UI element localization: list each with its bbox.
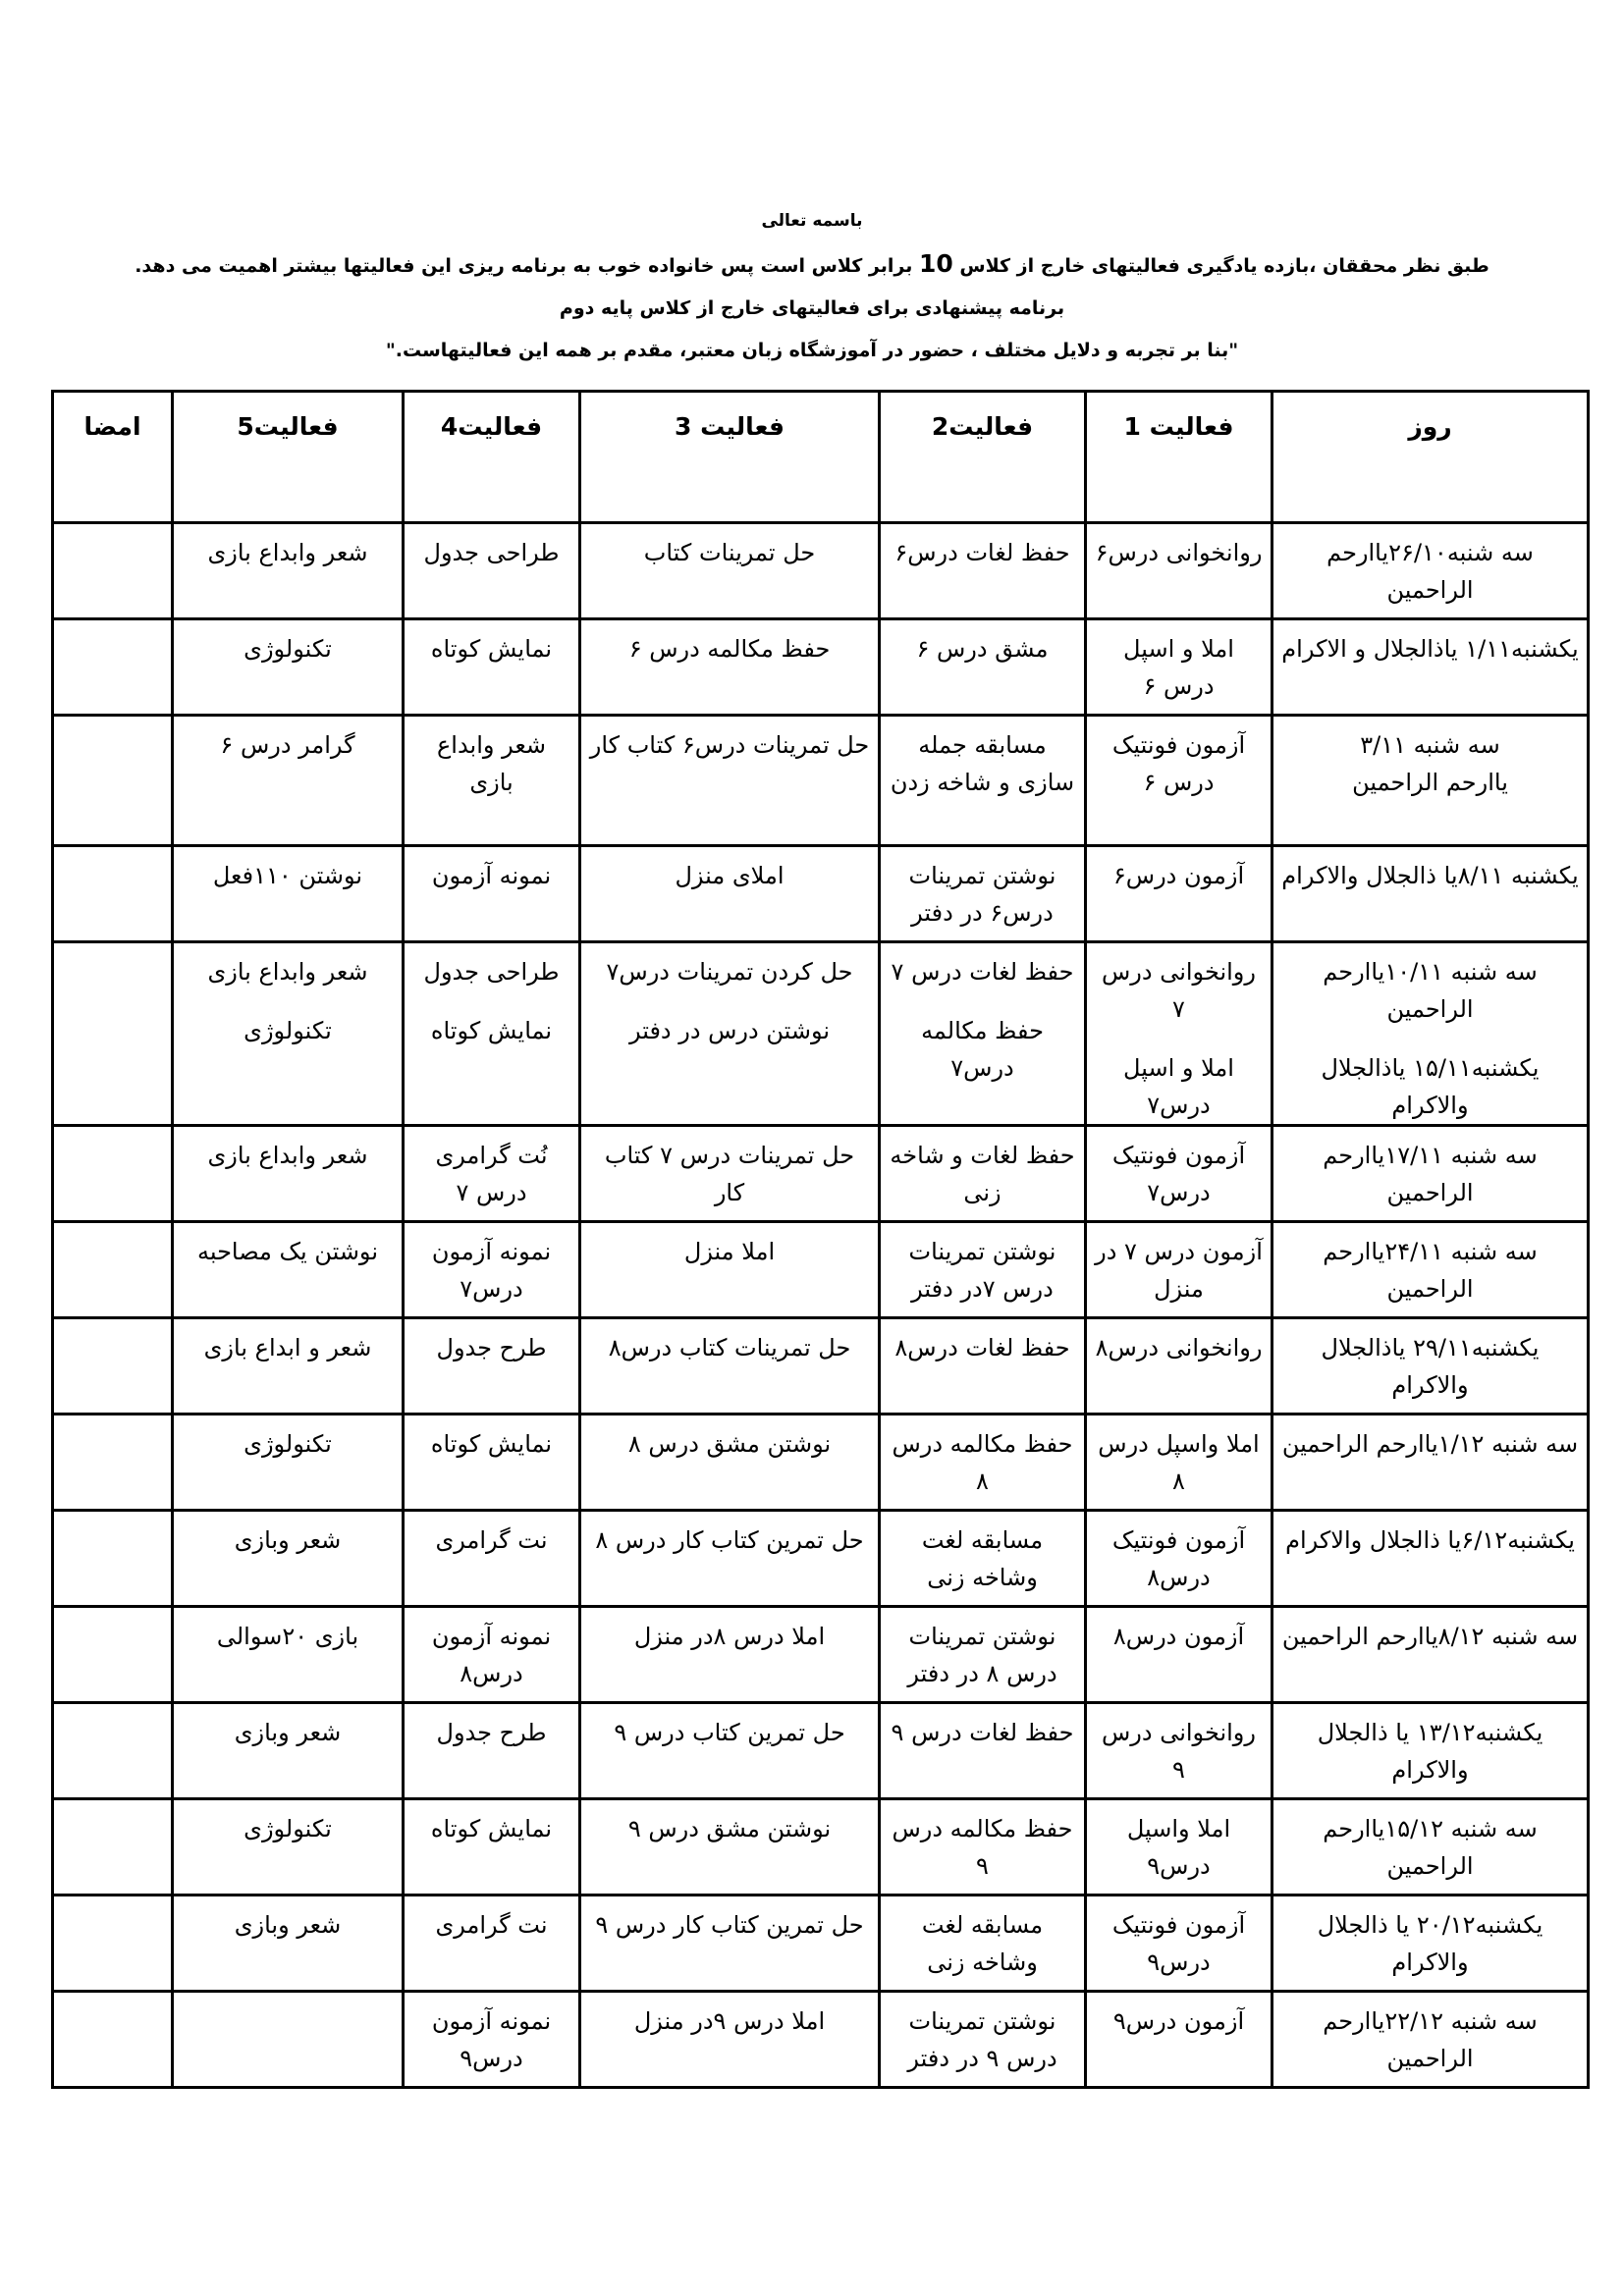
- activity-2-cell: نوشتن تمرینات درس۶ در دفتر: [880, 846, 1086, 942]
- activity-schedule-table: [51, 390, 1590, 2089]
- header-intro-number: 10: [918, 249, 953, 278]
- activity-3-cell: املا منزل: [580, 1222, 880, 1318]
- header-intro-part-b: برابر کلاس است پس خانواده خوب به برنامه ریزی این فعالیتها بیشتر اهمیت می دهد.: [135, 255, 919, 277]
- signature-cell[interactable]: [53, 1415, 173, 1511]
- signature-cell[interactable]: [53, 716, 173, 846]
- signature-cell[interactable]: [53, 1703, 173, 1799]
- activity-4-cell: نمونه آزمون: [404, 846, 580, 942]
- day-cell: سه شنبه ۱۷/۱۱یاارحم الراحمین: [1272, 1126, 1589, 1222]
- table-row: [53, 1222, 1589, 1318]
- activity-3-cell: حل تمرینات درس ۷ کتاب کار: [580, 1126, 880, 1222]
- activity-5-cell: شعر وبازی: [173, 1896, 404, 1992]
- table-row: [53, 1126, 1589, 1222]
- table-row: [53, 1896, 1589, 1992]
- table-row: [53, 1703, 1589, 1799]
- activity-5-cell: تکنولوژی: [173, 1415, 404, 1511]
- activity-3-cell: نوشتن مشق درس ۹: [580, 1799, 880, 1896]
- table-row: [53, 1415, 1589, 1511]
- header-intro: [0, 249, 1624, 278]
- activity-5-cell: گرامر درس ۶: [173, 716, 404, 846]
- activity-2-cell: مشق درس ۶: [880, 619, 1086, 716]
- activity-1-cell: املا واسپل درس۹: [1086, 1799, 1272, 1896]
- activity-5-cell: شعر وابداع بازی: [173, 1126, 404, 1222]
- col-header-activity-2: فعالیت2: [880, 392, 1086, 523]
- activity-2-cell: مسابقه لغت وشاخه زنی: [880, 1511, 1086, 1607]
- activity-5-cell: نوشتن ۱۱۰فعل: [173, 846, 404, 942]
- activity-line: حفظ مکالمه درس۷: [921, 1017, 1044, 1082]
- activity-line: حل کردن تمرینات درس۷: [606, 958, 853, 986]
- activity-line: شعر وابداع بازی: [207, 958, 368, 986]
- activity-3-cell: املای منزل: [580, 846, 880, 942]
- activity-1-cell: روانخوانی درس ۹: [1086, 1703, 1272, 1799]
- day-cell: سه شنبه ۱/۱۲یاارحم الراحمین: [1272, 1415, 1589, 1511]
- signature-cell[interactable]: [53, 619, 173, 716]
- activity-5-cell: شعر وبازی: [173, 1703, 404, 1799]
- activity-2-cell: حفظ لغات درس۶: [880, 523, 1086, 619]
- activity-5-cell: نوشتن یک مصاحبه: [173, 1222, 404, 1318]
- activity-5-cell: بازی ۲۰سوالی: [173, 1607, 404, 1703]
- activity-4-cell: [404, 942, 580, 1126]
- signature-cell[interactable]: [53, 1992, 173, 2088]
- activity-line: تکنولوژی: [244, 1017, 332, 1044]
- activity-4-cell: نمایش کوتاه: [404, 1415, 580, 1511]
- activity-4-cell: نمونه آزمون درس۷: [404, 1222, 580, 1318]
- activity-1-cell: روانخوانی درس۶: [1086, 523, 1272, 619]
- activity-1-cell: آزمون درس۹: [1086, 1992, 1272, 2088]
- signature-cell[interactable]: [53, 1799, 173, 1896]
- day-line: یاارحم الراحمین: [1352, 769, 1508, 796]
- activity-4-cell: نمونه آزمون درس۹: [404, 1992, 580, 2088]
- day-line: سه شنبه ۱۰/۱۱یاارحم الراحمین: [1323, 958, 1538, 1023]
- day-cell: سه شنبه ۱۵/۱۲یاارحم الراحمین: [1272, 1799, 1589, 1896]
- activity-4-cell: نمایش کوتاه: [404, 1799, 580, 1896]
- signature-cell[interactable]: [53, 846, 173, 942]
- activity-3-cell: حل تمرین کتاب کار درس ۸: [580, 1511, 880, 1607]
- activity-2-cell: نوشتن تمرینات درس ۹ در دفتر: [880, 1992, 1086, 2088]
- signature-cell[interactable]: [53, 1126, 173, 1222]
- activity-2-cell: حفظ مکالمه درس ۹: [880, 1799, 1086, 1896]
- signature-cell[interactable]: [53, 1896, 173, 1992]
- header-bismillah: باسمه تعالی: [761, 211, 863, 231]
- activity-5-cell: شعر وابداع بازی: [173, 523, 404, 619]
- activity-2-cell: حفظ لغات و شاخه زنی: [880, 1126, 1086, 1222]
- activity-3-cell: حل تمرینات کتاب درس۸: [580, 1318, 880, 1415]
- document-header: [0, 211, 1624, 383]
- activity-1-cell: آزمون فونتیک درس۹: [1086, 1896, 1272, 1992]
- table-row: [53, 1799, 1589, 1896]
- activity-1-cell: املا واسپل درس ۸: [1086, 1415, 1272, 1511]
- header-intro-part-a: طبق نظر محققان ،بازده یادگیری فعالیتهای خارج از کلاس: [952, 255, 1489, 277]
- activity-2-cell: مسابقه لغت وشاخه زنی: [880, 1896, 1086, 1992]
- activity-1-cell: آزمون فونتیک درس۷: [1086, 1126, 1272, 1222]
- table-header-row: [53, 392, 1589, 523]
- col-header-activity-4: فعالیت4: [404, 392, 580, 523]
- activity-3-cell: حفظ مکالمه درس ۶: [580, 619, 880, 716]
- signature-cell[interactable]: [53, 1222, 173, 1318]
- day-cell: سه شنبه۲۶/۱۰یاارحم الراحمین: [1272, 523, 1589, 619]
- day-cell: [1272, 716, 1589, 846]
- table-row: [53, 716, 1589, 846]
- day-cell: [1272, 942, 1589, 1126]
- signature-cell[interactable]: [53, 1318, 173, 1415]
- activity-line: املا و اسپل درس۷: [1123, 1054, 1234, 1119]
- day-line: یکشنبه۱۵/۱۱ یاذالجلال والاکرام: [1321, 1054, 1540, 1119]
- table-row: [53, 846, 1589, 942]
- activity-4-cell: طراحی جدول: [404, 523, 580, 619]
- activity-4-cell: نُت گرامری درس ۷: [404, 1126, 580, 1222]
- col-header-activity-1: فعالیت 1: [1086, 392, 1272, 523]
- table-row: [53, 619, 1589, 716]
- activity-1-cell: آزمون درس۶: [1086, 846, 1272, 942]
- col-header-day: روز: [1272, 392, 1589, 523]
- activity-4-cell: شعر وابداع بازی: [404, 716, 580, 846]
- day-cell: سه شنبه ۲۴/۱۱یاارحم الراحمین: [1272, 1222, 1589, 1318]
- activity-3-cell: [580, 942, 880, 1126]
- activity-5-cell: [173, 1992, 404, 2088]
- day-cell: یکشنبه۱/۱۱ یاذالجلال و الاکرام: [1272, 619, 1589, 716]
- activity-4-cell: طرح جدول: [404, 1703, 580, 1799]
- activity-1-cell: [1086, 942, 1272, 1126]
- activity-2-cell: حفظ مکالمه درس ۸: [880, 1415, 1086, 1511]
- activity-3-cell: حل تمرینات درس۶ کتاب کار: [580, 716, 880, 846]
- day-cell: یکشنبه۲۰/۱۲ یا ذالجلال والاکرام: [1272, 1896, 1589, 1992]
- header-subtitle: برنامه پیشنهادی برای فعالیتهای خارج از کلاس پایه دوم: [559, 297, 1065, 319]
- day-cell: یکشنبه۱۳/۱۲ یا ذالجلال والاکرام: [1272, 1703, 1589, 1799]
- col-header-activity-3: فعالیت 3: [580, 392, 880, 523]
- activity-2-cell: حفظ لغات درس۸: [880, 1318, 1086, 1415]
- activity-line: نوشتن درس در دفتر: [628, 1017, 831, 1044]
- activity-1-cell: آزمون فونتیک درس ۶: [1086, 716, 1272, 846]
- activity-3-cell: املا درس ۸در منزل: [580, 1607, 880, 1703]
- day-cell: یکشنبه ۸/۱۱یا ذالجلال والاکرام: [1272, 846, 1589, 942]
- signature-cell[interactable]: [53, 1511, 173, 1607]
- activity-line: روانخوانی درس ۷: [1102, 958, 1256, 1023]
- activity-2-cell: نوشتن تمرینات درس ۷در دفتر: [880, 1222, 1086, 1318]
- day-cell: یکشنبه۲۹/۱۱ یاذالجلال والاکرام: [1272, 1318, 1589, 1415]
- activity-2-cell: [880, 942, 1086, 1126]
- activity-3-cell: نوشتن مشق درس ۸: [580, 1415, 880, 1511]
- day-cell: سه شنبه ۸/۱۲یاارحم الراحمین: [1272, 1607, 1589, 1703]
- activity-1-cell: املا و اسپل درس ۶: [1086, 619, 1272, 716]
- activity-1-cell: آزمون درس۸: [1086, 1607, 1272, 1703]
- col-header-activity-5: فعالیت5: [173, 392, 404, 523]
- activity-3-cell: حل تمرینات کتاب: [580, 523, 880, 619]
- header-note: "بنا بر تجربه و دلایل مختلف ، حضور در آموزشگاه زبان معتبر، مقدم بر همه این فعالیتهاست.": [385, 340, 1239, 361]
- table-row: [53, 523, 1589, 619]
- activity-2-cell: حفظ لغات درس ۹: [880, 1703, 1086, 1799]
- activity-line: حفظ لغات درس ۷: [891, 958, 1074, 986]
- activity-1-cell: آزمون فونتیک درس۸: [1086, 1511, 1272, 1607]
- activity-3-cell: حل تمرین کتاب درس ۹: [580, 1703, 880, 1799]
- activity-3-cell: املا درس ۹در منزل: [580, 1992, 880, 2088]
- signature-cell[interactable]: [53, 1607, 173, 1703]
- activity-3-cell: حل تمرین کتاب کار درس ۹: [580, 1896, 880, 1992]
- activity-5-cell: شعر وبازی: [173, 1511, 404, 1607]
- activity-2-cell: مسابقه جمله سازی و شاخه زدن: [880, 716, 1086, 846]
- activity-1-cell: آزمون درس ۷ در منزل: [1086, 1222, 1272, 1318]
- day-cell: سه شنبه ۲۲/۱۲یاارحم الراحمین: [1272, 1992, 1589, 2088]
- table-row: [53, 1511, 1589, 1607]
- signature-cell[interactable]: [53, 942, 173, 1126]
- activity-4-cell: طرح جدول: [404, 1318, 580, 1415]
- table-row: [53, 1607, 1589, 1703]
- col-header-signature: امضا: [53, 392, 173, 523]
- activity-line: نمایش کوتاه: [430, 1017, 553, 1044]
- activity-5-cell: شعر و ابداع بازی: [173, 1318, 404, 1415]
- day-cell: یکشنبه۶/۱۲یا ذالجلال والاکرام: [1272, 1511, 1589, 1607]
- activity-4-cell: نت گرامری: [404, 1511, 580, 1607]
- activity-1-cell: روانخوانی درس۸: [1086, 1318, 1272, 1415]
- table-row: [53, 942, 1589, 1126]
- activity-line: طراحی جدول: [423, 958, 560, 986]
- table-row: [53, 1318, 1589, 1415]
- signature-cell[interactable]: [53, 523, 173, 619]
- activity-5-cell: [173, 942, 404, 1126]
- table-row: [53, 1992, 1589, 2088]
- activity-4-cell: نمونه آزمون درس۸: [404, 1607, 580, 1703]
- activity-4-cell: نمایش کوتاه: [404, 619, 580, 716]
- activity-4-cell: نت گرامری: [404, 1896, 580, 1992]
- day-line: سه شنبه ۳/۱۱: [1360, 731, 1500, 759]
- activity-5-cell: تکنولوژی: [173, 619, 404, 716]
- activity-2-cell: نوشتن تمرینات درس ۸ در دفتر: [880, 1607, 1086, 1703]
- activity-5-cell: تکنولوژی: [173, 1799, 404, 1896]
